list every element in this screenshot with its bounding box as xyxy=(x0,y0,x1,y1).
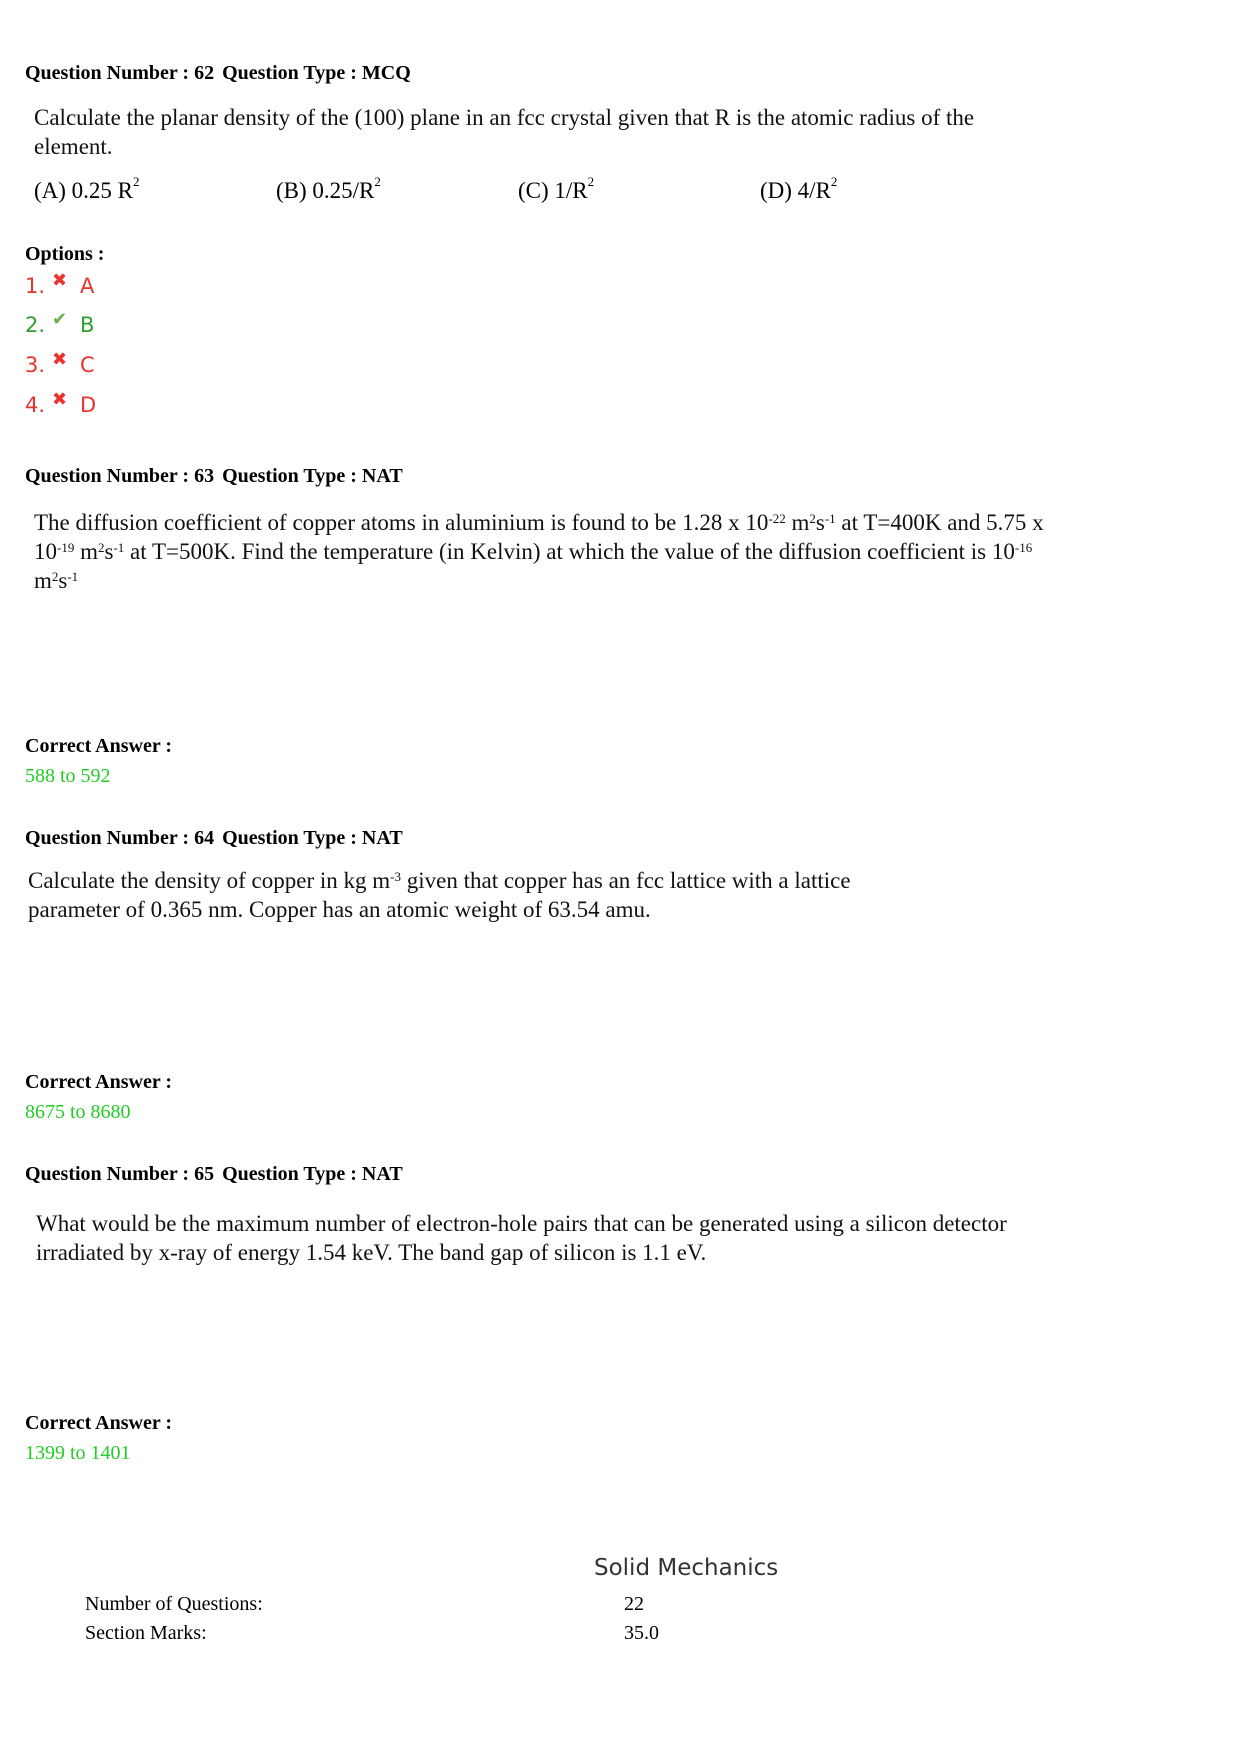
section-title: Solid Mechanics xyxy=(594,1555,779,1581)
section-marks-label: Section Marks: xyxy=(85,1622,207,1644)
question-text-62: Calculate the planar density of the (100) plane in an fcc crystal given that R is the atomic radius of the element. xyxy=(34,105,975,159)
option-row-3: 3. ✖ C xyxy=(25,349,95,377)
correct-answer-value: 8675 to 8680 xyxy=(25,1101,131,1123)
question-header-64 xyxy=(25,827,403,850)
cross-icon: ✖ xyxy=(52,349,68,370)
question-type: Question Type : NAT xyxy=(222,1163,403,1185)
question-text-65: What would be the maximum number of electron-hole pairs that can be generated using a silicon detector irradiated by x-ray of energy 1.54 keV. The band gap of silicon is 1.1 eV. xyxy=(36,1211,1007,1265)
question-type: Question Type : NAT xyxy=(222,827,403,849)
question-number: Question Number : 63 xyxy=(25,465,215,487)
question-text-63: The diffusion coefficient of copper atoms in aluminium is found to be 1.28 x $10^{-22}$ $m^2s^{-1}$ at T=400K and 5.75 x $10^{-19}$ $m^2s^{-1}$ at T=500K. Find the temperature (in Kelvin) at which the value of the diffusion coefficient is $10^{-16}$ $m^2s^{-1}$ xyxy=(34,510,1044,593)
correct-answer-label: Correct Answer : xyxy=(25,1071,172,1093)
question-type: Question Type : MCQ xyxy=(222,62,411,84)
question-number: Question Number : 64 xyxy=(25,827,215,849)
option-row-4: 4. ✖ D xyxy=(25,389,97,417)
options-label: Options : xyxy=(25,243,105,265)
correct-answer-value: 1399 to 1401 xyxy=(25,1442,131,1464)
question-text-64: Calculate the density of copper in kg $m^{-3}$ given that copper has an fcc lattice with a lattice parameter of 0.365 nm. Copper has an atomic weight of 63.54 amu. xyxy=(28,868,851,922)
num-questions-value: 22 xyxy=(624,1593,644,1615)
choice-d: (D) $4/R^2$ xyxy=(760,174,838,203)
cross-icon: ✖ xyxy=(52,270,68,291)
section-marks-value: 35.0 xyxy=(624,1622,659,1644)
choice-c: (C) $1/R^2$ xyxy=(518,174,595,203)
choice-a: (A) 0.25 $R^2$ xyxy=(34,174,140,203)
question-number: Question Number : 65 xyxy=(25,1163,215,1185)
correct-answer-label: Correct Answer : xyxy=(25,735,172,757)
option-row-2: 2. ✔ B xyxy=(25,309,95,337)
question-type: Question Type : NAT xyxy=(222,465,403,487)
question-number: Question Number : 62 xyxy=(25,62,215,84)
option-row-1: 1. ✖ A xyxy=(25,270,95,298)
correct-answer-value: 588 to 592 xyxy=(25,765,111,787)
question-header-63 xyxy=(25,465,403,488)
question-header-65 xyxy=(25,1163,403,1186)
choice-b: (B) $0.25/R^2$ xyxy=(276,174,381,203)
cross-icon: ✖ xyxy=(52,389,68,410)
question-header-62 xyxy=(25,62,411,85)
check-icon: ✔ xyxy=(52,309,68,330)
num-questions-label: Number of Questions: xyxy=(85,1593,263,1615)
correct-answer-label: Correct Answer : xyxy=(25,1412,172,1434)
